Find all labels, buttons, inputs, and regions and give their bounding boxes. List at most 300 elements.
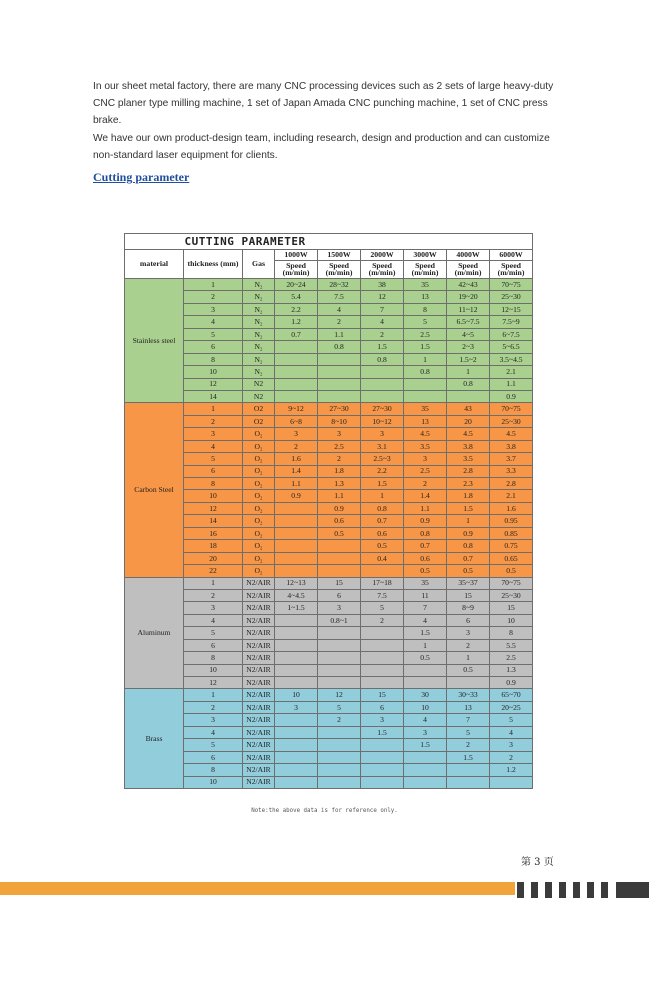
speed-cell	[318, 390, 361, 402]
thickness-cell: 18	[184, 540, 243, 552]
speed-cell: 2	[275, 440, 318, 452]
speed-cell	[404, 664, 447, 676]
speed-cell	[275, 726, 318, 738]
table-row	[125, 366, 533, 378]
table-row	[125, 279, 533, 291]
speed-label: Speed (m/min)	[454, 260, 482, 278]
thickness-cell: 6	[184, 639, 243, 651]
table-row	[125, 577, 533, 589]
speed-cell: 2.1	[490, 490, 533, 502]
speed-cell	[361, 652, 404, 664]
table-row	[125, 602, 533, 614]
gas-cell: N₂	[243, 341, 275, 353]
header-thickness: thickness (mm)	[184, 250, 243, 279]
speed-cell: 27~30	[361, 403, 404, 415]
speed-cell: 2.2	[275, 303, 318, 315]
speed-cell: 2	[490, 751, 533, 763]
table-row	[125, 515, 533, 527]
speed-cell: 35	[404, 577, 447, 589]
speed-cell: 1.6	[490, 502, 533, 514]
thickness-cell: 12	[184, 502, 243, 514]
gas-cell: N2/AIR	[243, 714, 275, 726]
table-row	[125, 689, 533, 701]
speed-cell: 3	[318, 428, 361, 440]
thickness-cell: 1	[184, 279, 243, 291]
thickness-cell: 4	[184, 726, 243, 738]
speed-cell: 65~70	[490, 689, 533, 701]
speed-cell: 1.4	[404, 490, 447, 502]
speed-cell: 0.5	[404, 565, 447, 577]
header-power-6000w	[490, 250, 533, 279]
speed-cell	[275, 677, 318, 689]
table-header-row	[125, 250, 533, 279]
speed-cell: 0.4	[361, 552, 404, 564]
speed-cell: 2	[361, 328, 404, 340]
speed-cell	[447, 776, 490, 789]
speed-cell: 2	[447, 739, 490, 751]
speed-cell: 8~9	[447, 602, 490, 614]
speed-cell: 0.8	[404, 366, 447, 378]
speed-cell	[318, 366, 361, 378]
gas-cell: O₂	[243, 453, 275, 465]
speed-cell	[275, 614, 318, 626]
table-row	[125, 664, 533, 676]
thickness-cell: 2	[184, 701, 243, 713]
speed-cell: 2.5	[404, 328, 447, 340]
speed-cell	[318, 639, 361, 651]
speed-cell	[318, 627, 361, 639]
table-row	[125, 378, 533, 390]
speed-cell: 0.8~1	[318, 614, 361, 626]
power-label: 1000W	[275, 251, 317, 261]
speed-cell	[275, 714, 318, 726]
footer-dark-block	[616, 882, 649, 898]
speed-cell: 2.5~3	[361, 453, 404, 465]
header-power-2000w	[361, 250, 404, 279]
speed-cell: 1	[447, 652, 490, 664]
speed-cell	[404, 751, 447, 763]
speed-cell: 1.1	[318, 328, 361, 340]
thickness-cell: 5	[184, 328, 243, 340]
speed-cell	[318, 739, 361, 751]
speed-cell: 5	[447, 726, 490, 738]
speed-cell	[318, 652, 361, 664]
speed-cell: 0.5	[361, 540, 404, 552]
speed-cell: 3	[275, 701, 318, 713]
header-power-1500w	[318, 250, 361, 279]
speed-cell: 4	[490, 726, 533, 738]
speed-cell: 0.8	[447, 540, 490, 552]
speed-cell: 1.1	[404, 502, 447, 514]
speed-cell	[318, 378, 361, 390]
speed-cell: 1.8	[447, 490, 490, 502]
thickness-cell: 8	[184, 764, 243, 776]
speed-cell	[275, 390, 318, 402]
speed-cell	[447, 764, 490, 776]
gas-cell: N2	[243, 378, 275, 390]
speed-cell: 0.7	[404, 540, 447, 552]
speed-cell: 25~30	[490, 291, 533, 303]
speed-cell: 8	[404, 303, 447, 315]
speed-cell: 3	[404, 453, 447, 465]
speed-cell: 70~75	[490, 577, 533, 589]
table-row	[125, 639, 533, 651]
speed-cell	[318, 764, 361, 776]
speed-cell	[275, 341, 318, 353]
speed-cell: 0.6	[361, 527, 404, 539]
speed-cell	[361, 366, 404, 378]
speed-cell: 70~75	[490, 279, 533, 291]
table-row	[125, 726, 533, 738]
table-row	[125, 739, 533, 751]
speed-cell: 0.9	[447, 527, 490, 539]
speed-cell: 0.5	[447, 664, 490, 676]
gas-cell: N2/AIR	[243, 776, 275, 789]
speed-label: Speed (m/min)	[325, 260, 353, 278]
gas-cell: N2/AIR	[243, 726, 275, 738]
speed-cell: 27~30	[318, 403, 361, 415]
footer-stripe	[587, 882, 594, 898]
speed-cell: 2.8	[447, 465, 490, 477]
speed-cell: 1.2	[490, 764, 533, 776]
speed-cell: 3.5	[447, 453, 490, 465]
speed-cell: 1.3	[318, 478, 361, 490]
table-row	[125, 589, 533, 601]
cutting-parameter-link[interactable]: Cutting parameter	[93, 170, 190, 184]
gas-cell: O₂	[243, 465, 275, 477]
gas-cell: N2/AIR	[243, 664, 275, 676]
footer-stripe	[531, 882, 538, 898]
speed-cell: 5	[318, 701, 361, 713]
speed-cell: 0.8	[361, 353, 404, 365]
speed-cell: 1.4	[275, 465, 318, 477]
footer-stripe	[573, 882, 580, 898]
speed-cell: 1	[361, 490, 404, 502]
thickness-cell: 10	[184, 664, 243, 676]
speed-cell: 35~37	[447, 577, 490, 589]
speed-cell	[361, 627, 404, 639]
thickness-cell: 8	[184, 353, 243, 365]
speed-cell: 7.5	[361, 589, 404, 601]
speed-cell	[361, 764, 404, 776]
speed-cell	[361, 677, 404, 689]
gas-cell: N2/AIR	[243, 751, 275, 763]
speed-label: Speed (m/min)	[368, 260, 396, 278]
gas-cell: N₂	[243, 353, 275, 365]
speed-cell: 9~12	[275, 403, 318, 415]
speed-cell: 4~5	[447, 328, 490, 340]
speed-cell: 15	[447, 589, 490, 601]
speed-cell: 15	[318, 577, 361, 589]
table-row	[125, 316, 533, 328]
gas-cell: N₂	[243, 316, 275, 328]
speed-cell: 2.5	[404, 465, 447, 477]
speed-cell	[447, 677, 490, 689]
speed-cell: 10~12	[361, 415, 404, 427]
thickness-cell: 4	[184, 316, 243, 328]
speed-cell: 1.5	[404, 341, 447, 353]
speed-cell: 2	[447, 639, 490, 651]
speed-label: Speed (m/min)	[411, 260, 439, 278]
speed-cell: 0.8	[404, 527, 447, 539]
thickness-cell: 6	[184, 465, 243, 477]
speed-cell: 20~25	[490, 701, 533, 713]
table-title: CUTTING PARAMETER	[185, 234, 443, 250]
speed-cell: 19~20	[447, 291, 490, 303]
speed-cell: 2.2	[361, 465, 404, 477]
table-row	[125, 403, 533, 415]
gas-cell: N2/AIR	[243, 577, 275, 589]
thickness-cell: 3	[184, 428, 243, 440]
reference-note: Note:the above data is for reference only.	[251, 808, 398, 814]
speed-cell: 1.2	[275, 316, 318, 328]
speed-cell: 1.5	[404, 739, 447, 751]
gas-cell: N₂	[243, 291, 275, 303]
speed-cell: 1.5	[361, 478, 404, 490]
gas-cell: N2/AIR	[243, 614, 275, 626]
table-row	[125, 490, 533, 502]
thickness-cell: 1	[184, 403, 243, 415]
table-row	[125, 478, 533, 490]
speed-cell: 4.5	[490, 428, 533, 440]
gas-cell: O₂	[243, 478, 275, 490]
speed-cell	[404, 390, 447, 402]
speed-cell: 35	[404, 403, 447, 415]
speed-cell: 1.5	[361, 726, 404, 738]
thickness-cell: 2	[184, 291, 243, 303]
speed-cell: 0.9	[490, 677, 533, 689]
speed-cell	[318, 726, 361, 738]
table-row	[125, 751, 533, 763]
table-row	[125, 390, 533, 402]
speed-cell: 20	[447, 415, 490, 427]
thickness-cell: 2	[184, 589, 243, 601]
speed-cell: 0.9	[318, 502, 361, 514]
table-row	[125, 614, 533, 626]
gas-cell: N2/AIR	[243, 677, 275, 689]
speed-cell: 7.5	[318, 291, 361, 303]
speed-cell: 1.5	[447, 502, 490, 514]
speed-cell: 6~8	[275, 415, 318, 427]
speed-cell	[490, 776, 533, 789]
speed-cell: 1	[404, 353, 447, 365]
speed-cell: 12~13	[275, 577, 318, 589]
speed-cell: 0.85	[490, 527, 533, 539]
speed-cell: 6	[447, 614, 490, 626]
speed-cell: 0.8	[318, 341, 361, 353]
speed-cell	[275, 764, 318, 776]
speed-cell: 0.9	[404, 515, 447, 527]
speed-cell: 6~7.5	[490, 328, 533, 340]
speed-cell: 1.5~2	[447, 353, 490, 365]
speed-cell: 2.5	[318, 440, 361, 452]
thickness-cell: 20	[184, 552, 243, 564]
thickness-cell: 4	[184, 614, 243, 626]
power-label: 1500W	[318, 251, 360, 261]
table-row	[125, 341, 533, 353]
thickness-cell: 16	[184, 527, 243, 539]
speed-cell: 2.3	[447, 478, 490, 490]
table-row	[125, 714, 533, 726]
thickness-cell: 10	[184, 776, 243, 789]
speed-cell: 1.5	[447, 751, 490, 763]
thickness-cell: 12	[184, 677, 243, 689]
header-power-4000w	[447, 250, 490, 279]
material-cell: Stainless steel	[125, 279, 184, 403]
speed-cell: 0.9	[275, 490, 318, 502]
speed-cell	[275, 540, 318, 552]
table-row	[125, 502, 533, 514]
speed-cell: 13	[404, 415, 447, 427]
speed-cell: 1.3	[490, 664, 533, 676]
speed-cell	[275, 652, 318, 664]
table-row	[125, 776, 533, 789]
thickness-cell: 1	[184, 689, 243, 701]
speed-cell: 20~24	[275, 279, 318, 291]
speed-cell: 15	[361, 689, 404, 701]
speed-cell: 7	[361, 303, 404, 315]
gas-cell: O₂	[243, 527, 275, 539]
thickness-cell: 12	[184, 378, 243, 390]
thickness-cell: 3	[184, 303, 243, 315]
speed-cell: 4.5	[447, 428, 490, 440]
speed-cell: 4~4.5	[275, 589, 318, 601]
gas-cell: N2/AIR	[243, 764, 275, 776]
gas-cell: N₂	[243, 328, 275, 340]
speed-cell: 2	[318, 316, 361, 328]
speed-cell	[275, 502, 318, 514]
speed-cell: 42~43	[447, 279, 490, 291]
speed-cell: 5.4	[275, 291, 318, 303]
speed-cell: 35	[404, 279, 447, 291]
table-row	[125, 415, 533, 427]
speed-cell	[275, 552, 318, 564]
footer-orange-band	[0, 882, 515, 895]
speed-cell: 0.8	[361, 502, 404, 514]
speed-cell: 28~32	[318, 279, 361, 291]
speed-cell: 7	[404, 602, 447, 614]
speed-cell: 11	[404, 589, 447, 601]
speed-cell	[318, 751, 361, 763]
speed-cell: 2.8	[490, 478, 533, 490]
speed-cell: 3.8	[447, 440, 490, 452]
speed-cell: 12~15	[490, 303, 533, 315]
speed-cell: 10	[275, 689, 318, 701]
table-row	[125, 652, 533, 664]
speed-cell: 15	[490, 602, 533, 614]
gas-cell: O₂	[243, 502, 275, 514]
speed-cell: 1.1	[490, 378, 533, 390]
table-row	[125, 353, 533, 365]
intro-paragraph-2: We have our own product-design team, including research, design and production and can customize non-standard laser equipment for clients.	[93, 132, 550, 161]
speed-cell: 30~33	[447, 689, 490, 701]
speed-cell	[275, 751, 318, 763]
thickness-cell: 14	[184, 390, 243, 402]
speed-cell	[275, 515, 318, 527]
speed-cell	[275, 366, 318, 378]
table-row	[125, 328, 533, 340]
material-cell: Carbon Steel	[125, 403, 184, 577]
thickness-cell: 6	[184, 341, 243, 353]
footer-stripe	[545, 882, 552, 898]
speed-cell: 4	[318, 303, 361, 315]
speed-cell	[361, 664, 404, 676]
speed-cell	[318, 677, 361, 689]
speed-cell: 3	[404, 726, 447, 738]
cutting-parameter-table-container	[124, 233, 532, 789]
speed-cell: 6	[361, 701, 404, 713]
speed-cell: 3.8	[490, 440, 533, 452]
speed-cell: 1~1.5	[275, 602, 318, 614]
speed-cell: 1.5	[404, 627, 447, 639]
speed-cell: 12	[318, 689, 361, 701]
gas-cell: O2	[243, 403, 275, 415]
speed-cell	[275, 378, 318, 390]
speed-cell: 0.9	[490, 390, 533, 402]
speed-cell: 10	[490, 614, 533, 626]
speed-label: Speed (m/min)	[497, 260, 525, 278]
speed-cell	[275, 627, 318, 639]
speed-cell: 1.1	[318, 490, 361, 502]
table-row	[125, 527, 533, 539]
gas-cell: O₂	[243, 428, 275, 440]
speed-cell: 70~75	[490, 403, 533, 415]
speed-cell: 3.3	[490, 465, 533, 477]
speed-cell	[275, 527, 318, 539]
speed-cell: 6	[318, 589, 361, 601]
speed-cell: 5	[404, 316, 447, 328]
speed-cell	[275, 664, 318, 676]
table-row	[125, 428, 533, 440]
speed-cell: 2	[318, 714, 361, 726]
speed-cell	[275, 565, 318, 577]
speed-cell: 3.5~4.5	[490, 353, 533, 365]
footer-stripe	[601, 882, 608, 898]
header-power-1000w	[275, 250, 318, 279]
thickness-cell: 6	[184, 751, 243, 763]
table-row	[125, 291, 533, 303]
thickness-cell: 5	[184, 627, 243, 639]
intro-paragraph-1: In our sheet metal factory, there are many CNC processing devices such as 2 sets of large heavy-duty CNC planer type milling machine, 1 set of Japan Amada CNC punching machine, 1 set of CNC press brake.	[93, 81, 554, 127]
thickness-cell: 2	[184, 415, 243, 427]
cutting-parameter-table	[124, 233, 533, 789]
speed-cell: 4	[404, 614, 447, 626]
thickness-cell: 3	[184, 602, 243, 614]
gas-cell: N2/AIR	[243, 701, 275, 713]
page-number: 第 3 页	[521, 857, 554, 868]
gas-cell: O₂	[243, 515, 275, 527]
gas-cell: O₂	[243, 440, 275, 452]
table-row	[125, 303, 533, 315]
speed-cell: 4	[404, 714, 447, 726]
table-row	[125, 627, 533, 639]
speed-cell: 3	[490, 739, 533, 751]
gas-cell: N₂	[243, 279, 275, 291]
speed-cell: 3	[361, 428, 404, 440]
speed-cell: 2	[361, 614, 404, 626]
thickness-cell: 1	[184, 577, 243, 589]
speed-cell: 17~18	[361, 577, 404, 589]
speed-cell: 0.6	[404, 552, 447, 564]
table-row	[125, 552, 533, 564]
speed-cell: 1	[447, 366, 490, 378]
speed-cell	[275, 353, 318, 365]
speed-cell	[318, 664, 361, 676]
speed-cell: 0.7	[447, 552, 490, 564]
thickness-cell: 10	[184, 490, 243, 502]
speed-cell	[361, 776, 404, 789]
speed-cell	[318, 353, 361, 365]
